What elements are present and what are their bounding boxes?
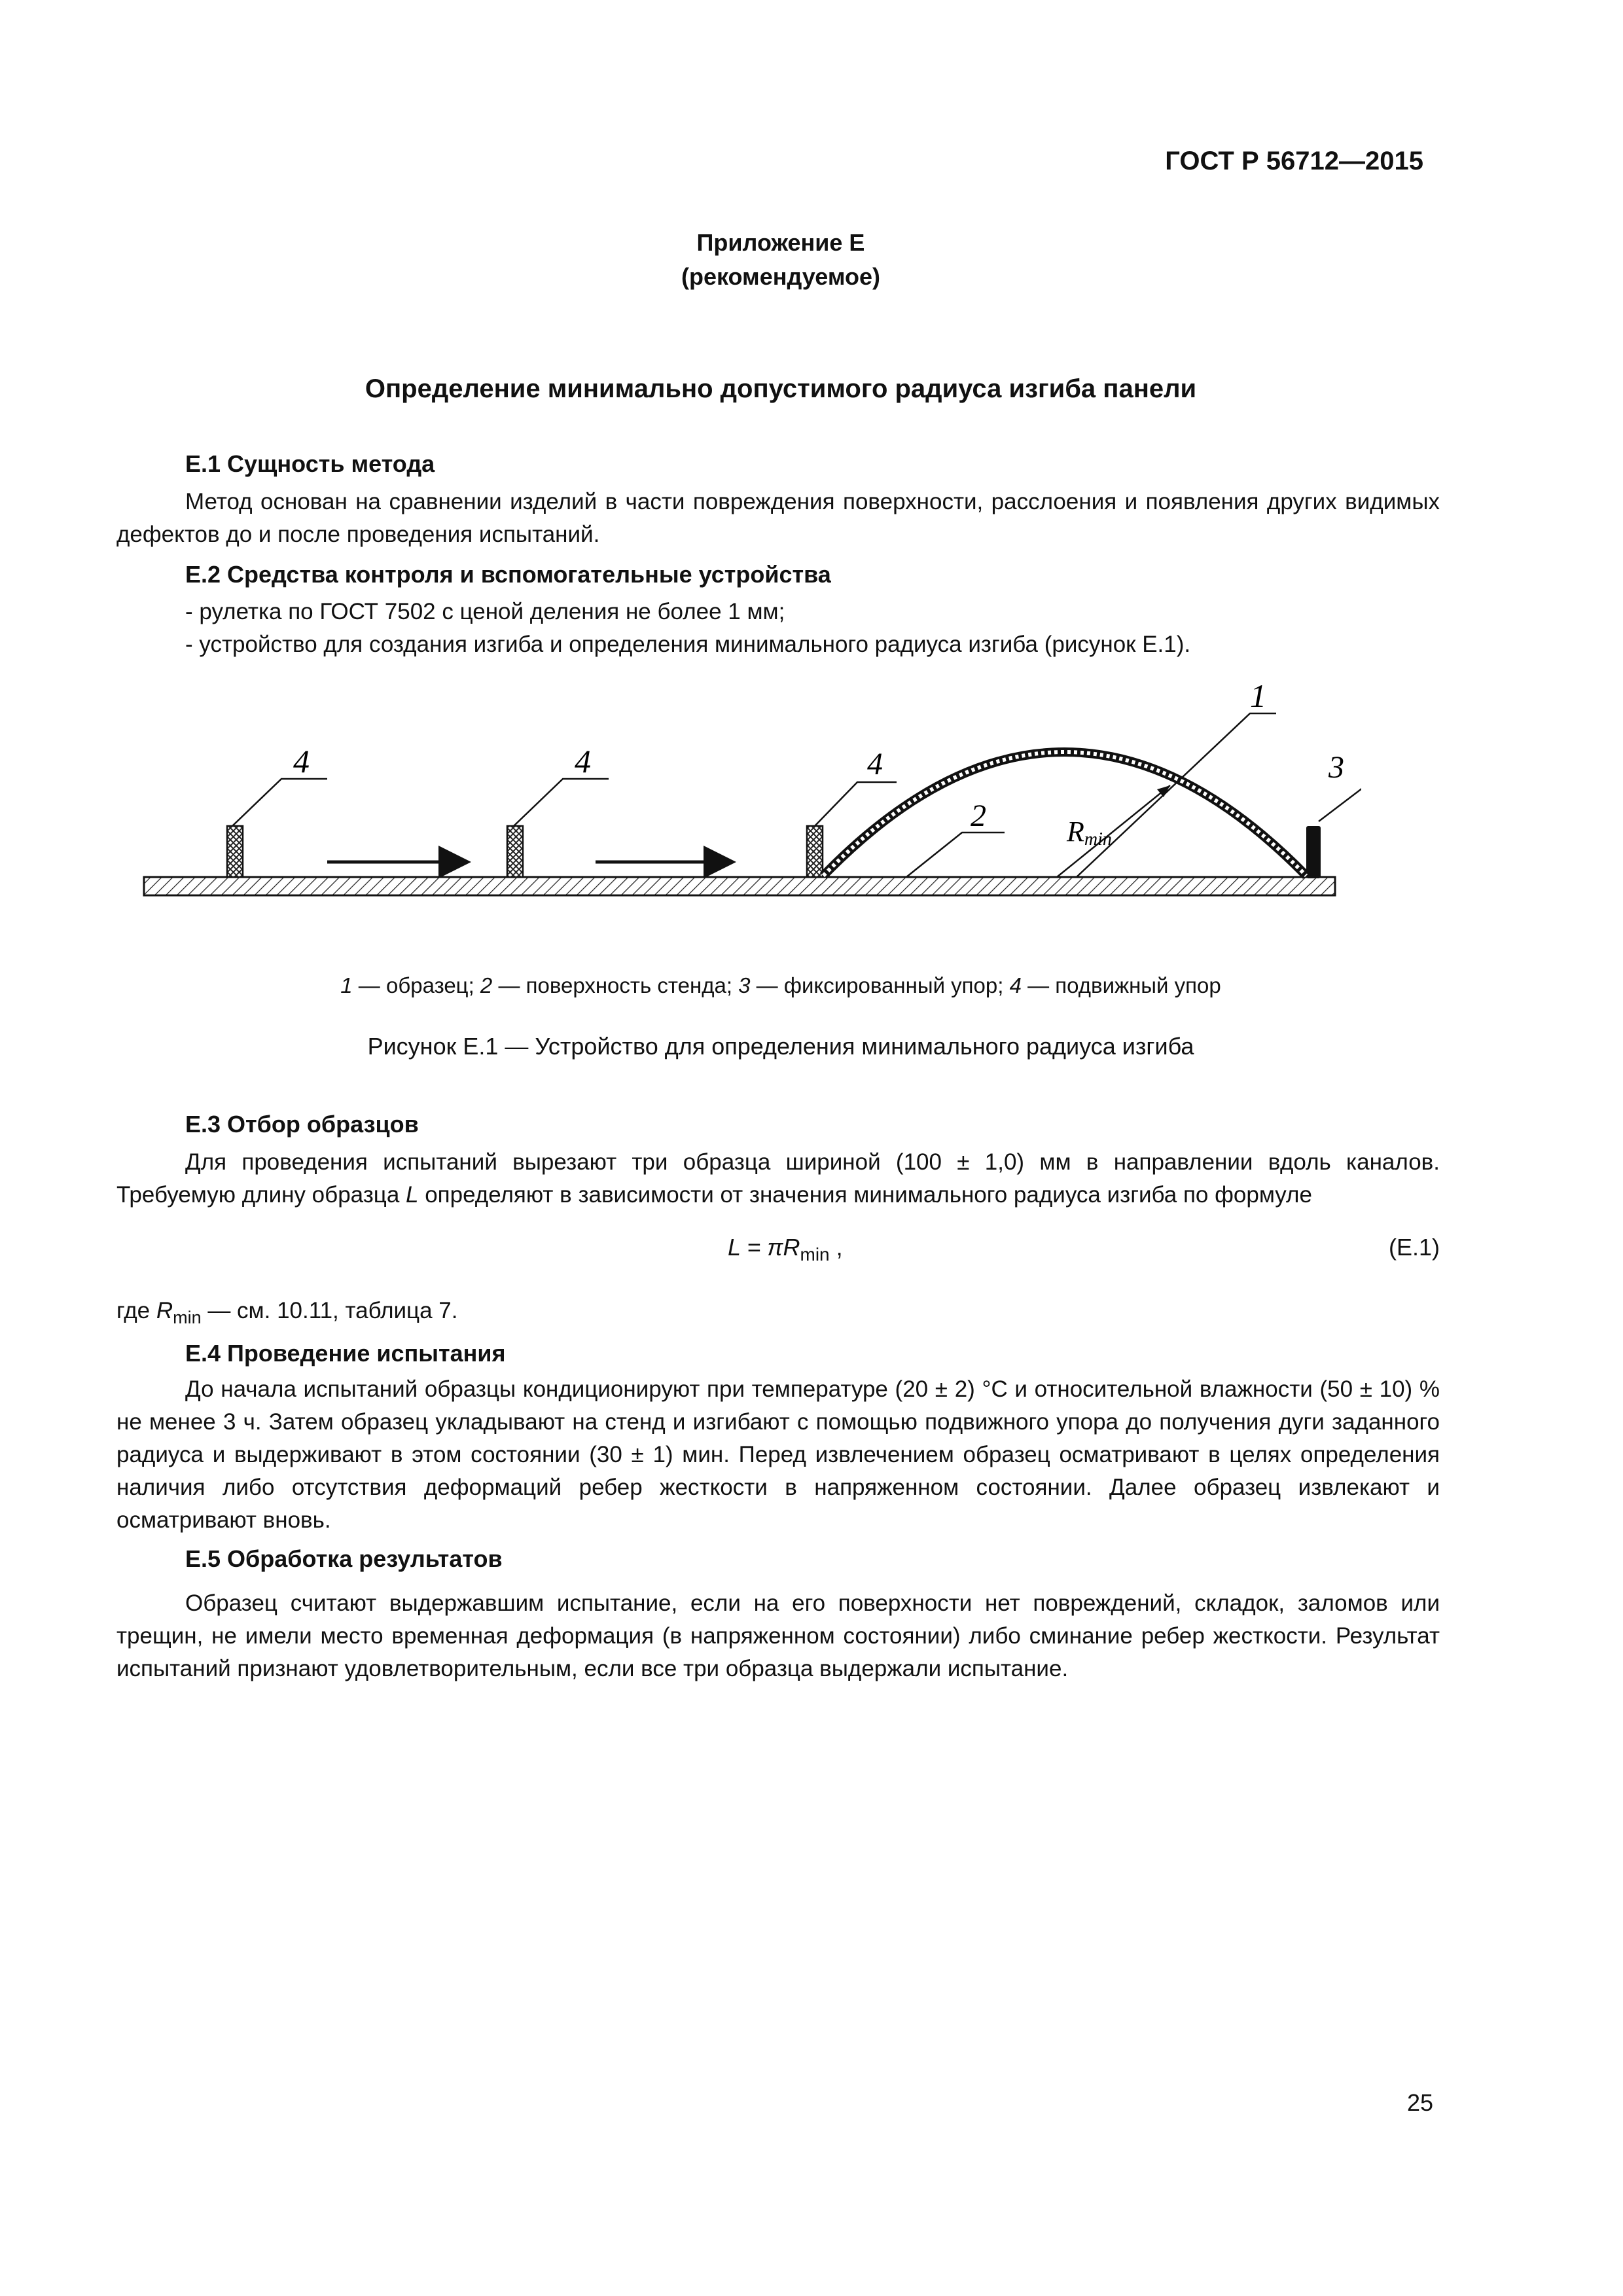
section-e3-text: Для проведения испытаний вырезают три образца шириной (100 ± 1,0) мм в направлении вдоль каналов. Требуемую длину образца L определяют в зависимости от значения минимального радиуса изгиба по формуле: [116, 1149, 1440, 1208]
formula-number: (Е.1): [1388, 1234, 1440, 1261]
appendix-status: (рекомендуемое): [681, 263, 880, 290]
appendix-title: Приложение Е: [696, 229, 865, 256]
label-rmin: Rmin: [1067, 816, 1112, 850]
figure-legend: 1 — образец; 2 — поверхность стенда; 3 — фиксированный упор; 4 — подвижный упор: [340, 973, 1221, 997]
appendix-heading: [116, 226, 1445, 294]
label-fixed-stop: 3: [1329, 750, 1344, 785]
bending-device-figure: [124, 681, 1361, 923]
label-movable-stop-1: 4: [293, 743, 310, 780]
equipment-item-1: - рулетка по ГОСТ 7502 с ценой деления не более 1 мм;: [185, 599, 785, 624]
section-e4-text: До начала испытаний образцы кондиционируют при температуре (20 ± 2) °С и относительной влажности (50 ± 10) % не менее 3 ч. Затем образец укладывают на стенд и изгибают с помощью подвижного упора до получения дуги заданного радиуса и выдерживают в этом состоянии (30 ± 1) мин. Перед извлечением образец осматривают в целях определения наличия либо отсутствия деформаций ребер жесткости в напряженном состоянии. Далее образец извлекают и осматривают вновь.: [116, 1376, 1440, 1533]
leader-lines: [232, 713, 1361, 877]
formula-where: где $R_{min}$ — см. 10.11, таблица 7.: [116, 1298, 458, 1327]
label-movable-stop-2: 4: [575, 743, 591, 780]
label-movable-stop-3: 4: [867, 747, 883, 781]
section-e4-heading: Е.4 Проведение испытания: [185, 1340, 506, 1367]
figure-caption: Рисунок Е.1 — Устройство для определения минимального радиуса изгиба: [367, 1033, 1194, 1060]
bent-sample-arc: [823, 752, 1306, 876]
section-e5-text: Образец считают выдержавшим испытание, если на его поверхности нет повреждений, складок, заломов или трещин, не имели место временная деформация (в напряженном состоянии) либо сминание ребер жесткости. Результат испытаний признают удовлетворительным, если все три образца выдержали испытание.: [116, 1590, 1440, 1681]
standard-number: ГОСТ Р 56712—2015: [1165, 147, 1423, 175]
label-sample: 1: [1250, 681, 1266, 714]
page-number: 25: [1406, 2089, 1433, 2116]
fixed-stop: [1306, 826, 1321, 878]
movable-stop-1: [227, 826, 243, 877]
movable-stop-2: [507, 826, 523, 877]
equipment-item-2: - устройство для создания изгиба и определения минимального радиуса изгиба (рисунок Е.1).: [185, 632, 1191, 657]
document-title: Определение минимально допустимого радиуса изгиба панели: [365, 374, 1197, 403]
label-surface: 2: [971, 798, 986, 833]
section-e1-heading: Е.1 Сущность метода: [185, 450, 435, 477]
section-e3-heading: Е.3 Отбор образцов: [185, 1111, 419, 1138]
section-e1-text: Метод основан на сравнении изделий в части повреждения поверхности, расслоения и появления других видимых дефектов до и после проведения испытаний.: [116, 489, 1440, 547]
section-e5-heading: Е.5 Обработка результатов: [185, 1545, 503, 1572]
movable-stop-3: [807, 826, 823, 877]
section-e2-heading: Е.2 Средства контроля и вспомогательные устройства: [185, 561, 831, 588]
stand-surface: [144, 877, 1335, 895]
formula-e1: $L = \pi R_{min}$ ,: [728, 1234, 843, 1265]
